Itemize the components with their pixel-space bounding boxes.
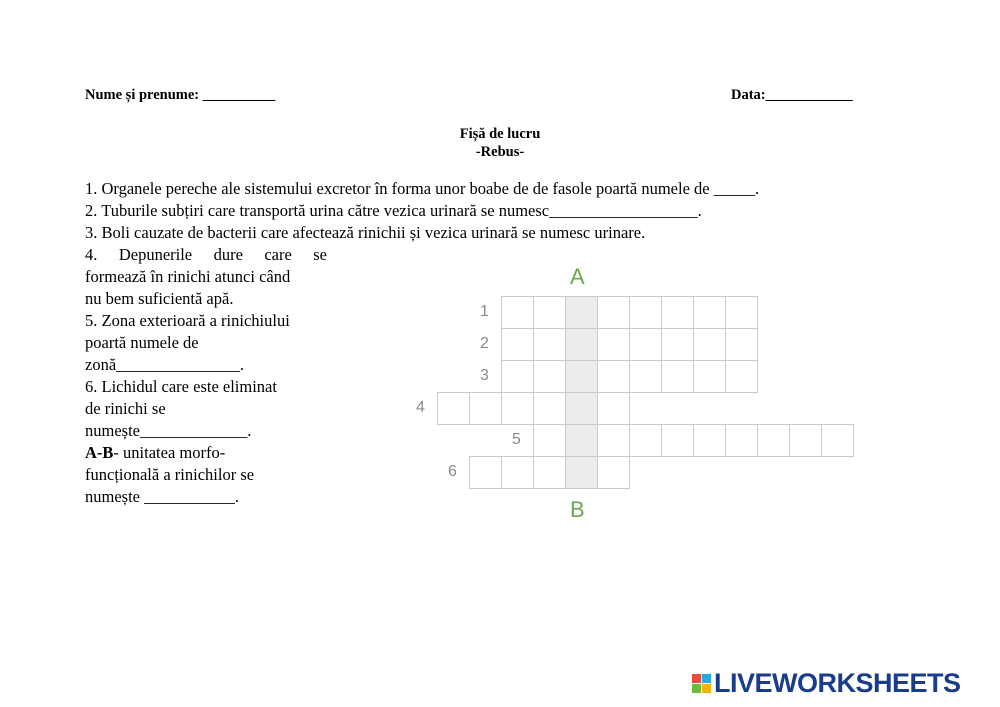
crossword-cell[interactable] xyxy=(501,456,534,489)
logo-square-red xyxy=(692,674,701,683)
crossword-cell[interactable] xyxy=(501,392,534,425)
crossword-row-number: 2 xyxy=(480,335,489,352)
crossword-cell[interactable] xyxy=(661,296,694,329)
crossword-cell[interactable] xyxy=(597,360,630,393)
crossword-cell[interactable] xyxy=(469,392,502,425)
crossword-cell[interactable] xyxy=(629,424,662,457)
crossword-cell[interactable] xyxy=(661,328,694,361)
crossword-cell[interactable] xyxy=(629,360,662,393)
question-3: 3. Boli cauzate de bacterii care afectează rinichii și vezica urinară se numesc urinare. xyxy=(85,223,646,242)
crossword-row-number: 4 xyxy=(416,399,425,416)
crossword-cell[interactable] xyxy=(821,424,854,457)
question-ab-line-1 xyxy=(85,442,327,464)
crossword-cell[interactable] xyxy=(501,328,534,361)
question-5-line-1: 5. Zona exterioară a rinichiului xyxy=(85,311,290,330)
crossword-cell[interactable] xyxy=(789,424,822,457)
crossword-cell[interactable] xyxy=(597,328,630,361)
question-4-line-2: formează în rinichi atunci când xyxy=(85,267,291,286)
crossword-cell[interactable] xyxy=(597,456,630,489)
crossword-cell[interactable] xyxy=(565,296,598,329)
crossword-cell[interactable] xyxy=(565,328,598,361)
crossword-cell[interactable] xyxy=(501,360,534,393)
logo-text: LIVEWORKSHEETS xyxy=(714,667,961,698)
crossword-cell[interactable] xyxy=(693,424,726,457)
crossword-cell[interactable] xyxy=(725,424,758,457)
crossword-cell[interactable] xyxy=(533,424,566,457)
question-ab-text: - unitatea morfo- xyxy=(113,443,226,462)
crossword-cell[interactable] xyxy=(437,392,470,425)
crossword-cell[interactable] xyxy=(533,296,566,329)
crossword-cell[interactable] xyxy=(629,328,662,361)
liveworksheets-logo xyxy=(692,666,961,700)
crossword-label-b: B xyxy=(570,497,585,522)
question-6-line-3: numește_____________. xyxy=(85,421,252,440)
crossword-cell[interactable] xyxy=(693,296,726,329)
crossword-cell[interactable] xyxy=(533,456,566,489)
crossword-cell[interactable] xyxy=(629,296,662,329)
crossword-cell[interactable] xyxy=(661,424,694,457)
crossword-cell[interactable] xyxy=(533,392,566,425)
name-field-label: Nume și prenume: __________ xyxy=(85,87,276,103)
question-6-line-2: de rinichi se xyxy=(85,399,166,418)
question-1: 1. Organele pereche ale sistemului excretor în forma unor boabe de de fasole poartă numele de _____. xyxy=(85,179,760,198)
crossword-cell[interactable] xyxy=(757,424,790,457)
worksheet-subtitle: -Rebus- xyxy=(475,144,525,160)
question-ab-line-2: funcțională a rinichilor se xyxy=(85,465,255,484)
crossword-cell[interactable] xyxy=(725,296,758,329)
date-field-label: Data:____________ xyxy=(731,87,853,103)
crossword-cell[interactable] xyxy=(597,296,630,329)
crossword-row-number: 1 xyxy=(480,303,489,320)
crossword-cell[interactable] xyxy=(597,424,630,457)
crossword-cell[interactable] xyxy=(565,456,598,489)
left-questions xyxy=(85,244,327,508)
crossword-label-a: A xyxy=(570,264,585,289)
question-4-line-3: nu bem suficientă apă. xyxy=(85,289,234,308)
crossword-cell[interactable] xyxy=(469,456,502,489)
logo-square-yellow xyxy=(702,684,711,693)
logo-square-green xyxy=(692,684,701,693)
crossword-cell[interactable] xyxy=(533,360,566,393)
crossword-cell[interactable] xyxy=(693,328,726,361)
crossword-cell[interactable] xyxy=(725,328,758,361)
crossword-cell[interactable] xyxy=(501,296,534,329)
question-6-line-1: 6. Lichidul care este eliminat xyxy=(85,377,277,396)
worksheet-title: Fișă de lucru xyxy=(459,126,541,142)
crossword-cell[interactable] xyxy=(597,392,630,425)
crossword-cell[interactable] xyxy=(565,392,598,425)
crossword-row-number: 5 xyxy=(512,431,521,448)
logo-square-blue xyxy=(702,674,711,683)
question-5-line-3: zonă_______________. xyxy=(85,355,245,374)
question-ab-line-3: numește ___________. xyxy=(85,487,239,506)
question-ab-bold: A-B xyxy=(85,443,114,462)
crossword-cell[interactable] xyxy=(693,360,726,393)
crossword-cell[interactable] xyxy=(725,360,758,393)
crossword-cell[interactable] xyxy=(565,424,598,457)
crossword-row-number: 6 xyxy=(448,463,457,480)
crossword-row-number: 3 xyxy=(480,367,489,384)
crossword-cell[interactable] xyxy=(661,360,694,393)
question-2: 2. Tuburile subțiri care transportă urina către vezica urinară se numesc__________________. xyxy=(85,201,702,220)
logo-mark-icon xyxy=(692,674,711,693)
question-4-line-1: 4. Depunerile dure care se xyxy=(85,245,327,264)
question-5-line-2: poartă numele de xyxy=(85,333,199,352)
crossword-cell[interactable] xyxy=(565,360,598,393)
crossword-cell[interactable] xyxy=(533,328,566,361)
